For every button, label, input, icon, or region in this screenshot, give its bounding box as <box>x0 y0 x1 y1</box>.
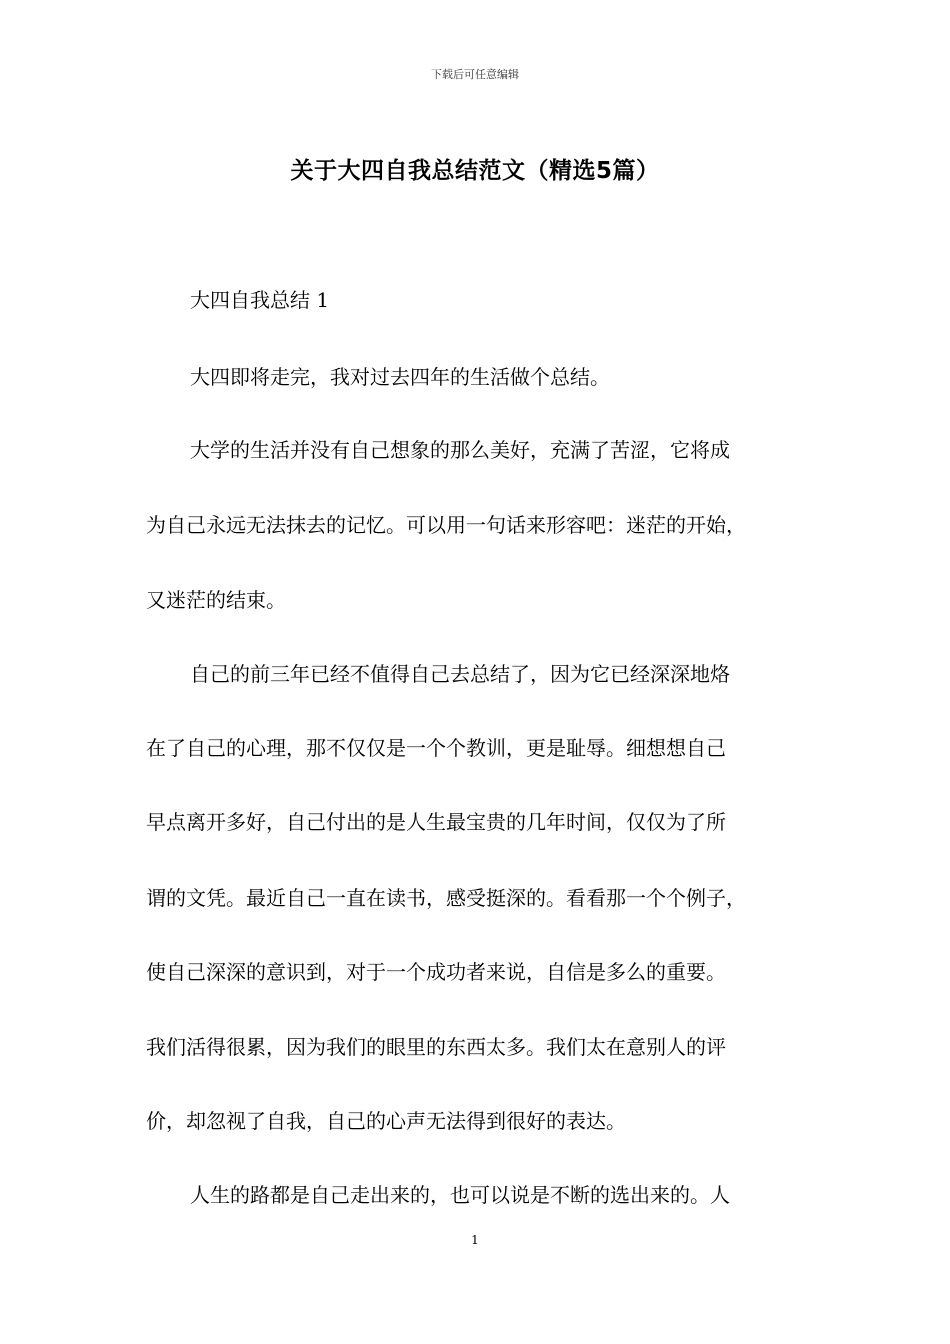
paragraph-line: 我们活得很累，因为我们的眼里的东西太多。我们太在意别人的评 <box>146 1035 726 1059</box>
header-note: 下载后可任意编辑 <box>431 68 519 81</box>
page-number: 1 <box>471 1233 479 1247</box>
paragraph-line: 早点离开多好，自己付出的是人生最宝贵的几年时间，仅仅为了所 <box>146 810 726 834</box>
section-heading: 大四自我总结 1 <box>190 288 330 312</box>
paragraph-line: 使自己深深的意识到，对于一个成功者来说，自信是多么的重要。 <box>146 960 726 984</box>
paragraph-line: 又迷茫的结束。 <box>146 588 286 612</box>
paragraph-line: 谓的文凭。最近自己一直在读书，感受挺深的。看看那一个个例子， <box>146 886 746 910</box>
paragraph-line: 自己的前三年已经不值得自己去总结了，因为它已经深深地烙 <box>190 662 730 686</box>
paragraph-line: 价，却忽视了自我，自己的心声无法得到很好的表达。 <box>146 1109 626 1133</box>
paragraph-line: 为自己永远无法抹去的记忆。可以用一句话来形容吧：迷茫的开始， <box>146 513 746 537</box>
paragraph-line: 人生的路都是自己走出来的，也可以说是不断的选出来的。人 <box>190 1183 730 1207</box>
document-title: 关于大四自我总结范文（精选5篇） <box>290 158 660 184</box>
paragraph-line: 大四即将走完，我对过去四年的生活做个总结。 <box>190 365 610 389</box>
paragraph-line: 大学的生活并没有自己想象的那么美好，充满了苦涩，它将成 <box>190 438 730 462</box>
paragraph-line: 在了自己的心理，那不仅仅是一个个教训，更是耻辱。细想想自己 <box>146 736 726 760</box>
